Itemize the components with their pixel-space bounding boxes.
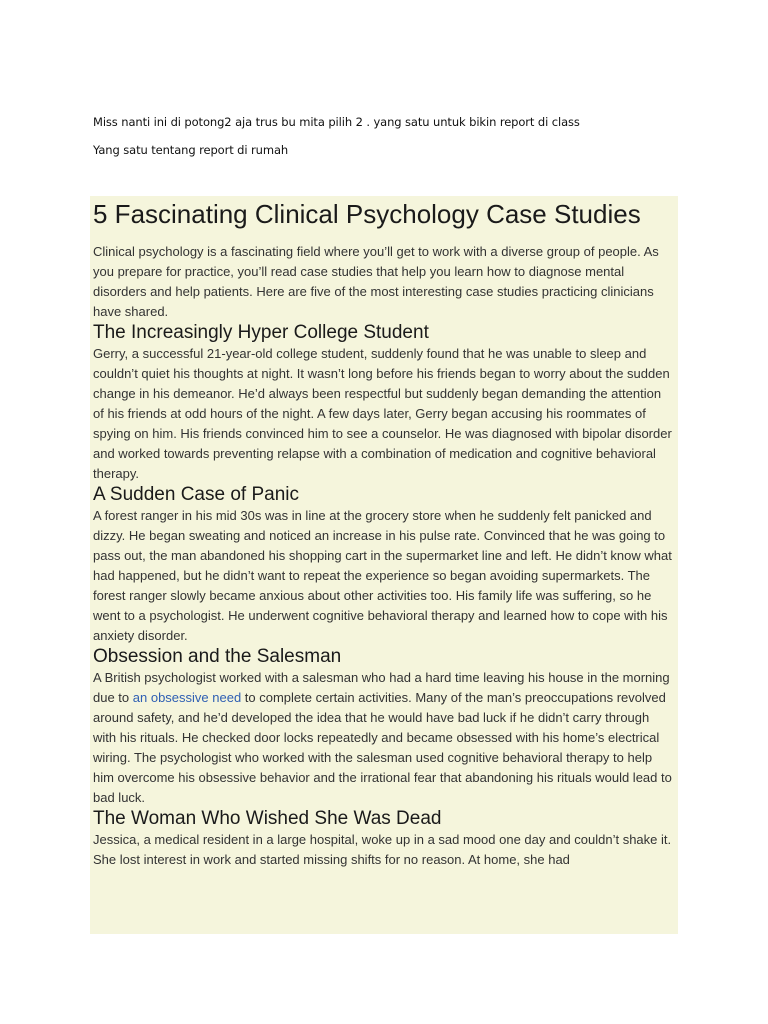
section-heading-college-student: The Increasingly Hyper College Student bbox=[93, 322, 429, 343]
salesman-text-after-link: to complete certain activities. Many of the man’s preoccupations revolved around safety, and he’d developed the idea that he would have bad luck if he didn’t carry through with his rituals. He checked door locks repeatedly and became obsessed with his home’s electrical wiring. The psychologist who worked with the salesman used cognitive behavioral therapy to help him overcome his obsessive behavior and the irrational fear that abandoning his rituals would lead to bad luck. bbox=[93, 690, 672, 805]
section-body-college-student: Gerry, a successful 21-year-old college student, suddenly found that he was unable to sleep and couldn’t quiet his thoughts at night. It wasn’t long before his friends began to worry about the sudden change in his demeanor. He’d always been respectful but suddenly began demanding the attention of his friends at odd hours of the night. A few days later, Gerry began accusing his roommates of spying on him. His friends convinced him to see a counselor. He was diagnosed with bipolar disorder and worked towards preventing relapse with a combination of medication and cognitive behavioral therapy. bbox=[93, 346, 672, 481]
article-title: 5 Fascinating Clinical Psychology Case Studies bbox=[93, 199, 641, 229]
article-intro: Clinical psychology is a fascinating field where you’ll get to work with a diverse group of people. As you prepare for practice, you’ll read case studies that help you learn how to diagnose mental disorders and help patients. Here are five of the most interesting case studies practicing clinicians have shared. bbox=[93, 244, 659, 319]
handwritten-note-line-2: Yang satu tentang report di rumah bbox=[93, 143, 289, 157]
section-heading-wished-dead: The Woman Who Wished She Was Dead bbox=[93, 808, 442, 829]
article-highlight-block bbox=[90, 196, 678, 934]
salesman-text-before-link: A British psychologist worked with a salesman who had a hard time leaving his house in the morning due to bbox=[93, 670, 670, 705]
section-body-salesman bbox=[93, 668, 675, 808]
section-body-panic: A forest ranger in his mid 30s was in line at the grocery store when he suddenly felt panicked and dizzy. He began sweating and noticed an increase in his pulse rate. Convinced that he was going to pass out, the man abandoned his shopping cart in the supermarket line and left. He didn’t know what had happened, but he didn’t want to repeat the experience so began avoiding supermarkets. The forest ranger slowly became anxious about other activities too. His family life was suffering, so he went to a psychologist. He underwent cognitive behavioral therapy and learned how to cope with his anxiety disorder. bbox=[93, 508, 672, 643]
handwritten-note-line-1: Miss nanti ini di potong2 aja trus bu mita pilih 2 . yang satu untuk bikin report di class bbox=[93, 115, 580, 129]
obsessive-need-link[interactable]: an obsessive need bbox=[132, 690, 242, 705]
section-heading-panic: A Sudden Case of Panic bbox=[93, 484, 299, 505]
section-heading-salesman: Obsession and the Salesman bbox=[93, 646, 342, 667]
section-body-wished-dead: Jessica, a medical resident in a large hospital, woke up in a sad mood one day and couldn’t shake it. She lost interest in work and started missing shifts for no reason. At home, she had bbox=[93, 832, 672, 867]
